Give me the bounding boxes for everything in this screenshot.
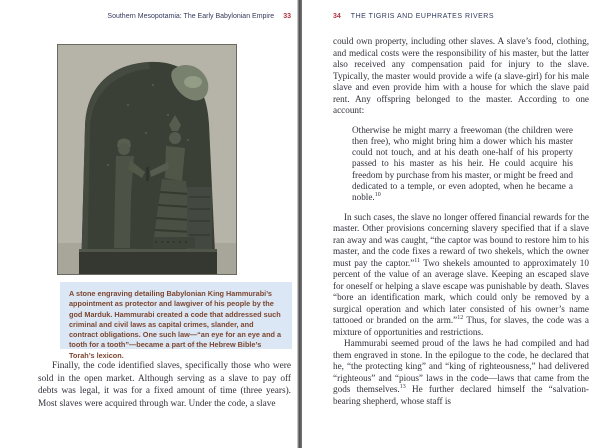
footnote-marker: 10 [374, 192, 381, 199]
right-page-number: 34 [333, 13, 341, 20]
photo-caption-box [60, 282, 292, 360]
page-gutter [297, 0, 302, 448]
left-header-title: Southern Mesopotamia: The Early Babylonian Empire [107, 13, 275, 20]
body-paragraph: In such cases, the slave no longer offered financial rewards for the master. Other provisions concerning slavery specified that if a slave ran away and was caught, “the captor was bound to restore him to his master, and the code fixes a reward of two shekels, which the owner must pay the captor.”$^{11}$ Two shekels amounted to approximately 10 percent of the value of an average slave. Keeping an escaped slave for oneself or helping a slave escape was punishable by death. Slaves “bore an identification mark, which could only be removed by a surgical operation and which later consisted of his owner’s name tattooed or branded on the arm.”$^{12}$ Thus, for slaves, the code was a mixture of opportunities and restrictions. [333, 211, 589, 337]
hammurabi-stele-photo [57, 44, 237, 275]
footnote-marker: 13 [399, 384, 406, 391]
right-header-title: THE TIGRIS AND EUPHRATES RIVERS [350, 13, 495, 20]
footnote-marker: 11 [414, 257, 421, 264]
right-body [333, 36, 589, 407]
body-paragraph: could own property, including other slaves. A slave’s food, clothing, and medical costs were the responsibility of his master, but the latter also received any compensation paid for injury to the slave. Typically, the master would provide a wife (a slave-girl) for his male slave and even provide him with a house for which the slave paid rent. Any offspring belonged to the master. According to one account: [333, 36, 589, 115]
left-running-header [0, 13, 291, 20]
footnote-marker: 12 [457, 315, 464, 322]
block-quote: Otherwise he might marry a freewoman (the children were then free), who might bring him a dower which his master could not touch, and at his death one-half of his property passed to his master as his heir. He could acquire his freedom by purchase from his master, or might be freed and dedicated to a temple, or even adopted, when he became a noble.$^{10}$ [352, 124, 573, 203]
left-page-number: 33 [283, 13, 291, 20]
stele-base [79, 249, 217, 274]
photo-caption: A stone engraving detailing Babylonian King Hammurabi’s appointment as protector and lawgiver of his people by the god Marduk. Hammurabi created a code that addressed such criminal and civil laws as capital crimes, slander, and contract obligations. One such law—“an eye for an eye and a tooth for a tooth”—became a part of the Hebrew Bible’s Torah’s lexicon. [69, 289, 282, 360]
body-paragraph: Hammurabi seemed proud of the laws he had compiled and had them engraved in stone. In the epilogue to the code, he declared that he, “the protecting king” and “king of righteousness,” had delivered “righteous” and “pious” laws in the code—laws that came from the gods themselves.$^{13}$ He further declared himself the “salvation-bearing shepherd, whose staff is [333, 338, 589, 406]
left-body-paragraph: Finally, the code identified slaves, specifically those who were sold in the open market. Although serving as a slave to pay off debts was legal, it was for a fixed amount of time (three years). Most slaves were acquired through war. Under the code, a slave [38, 361, 291, 409]
right-running-header [333, 13, 494, 20]
